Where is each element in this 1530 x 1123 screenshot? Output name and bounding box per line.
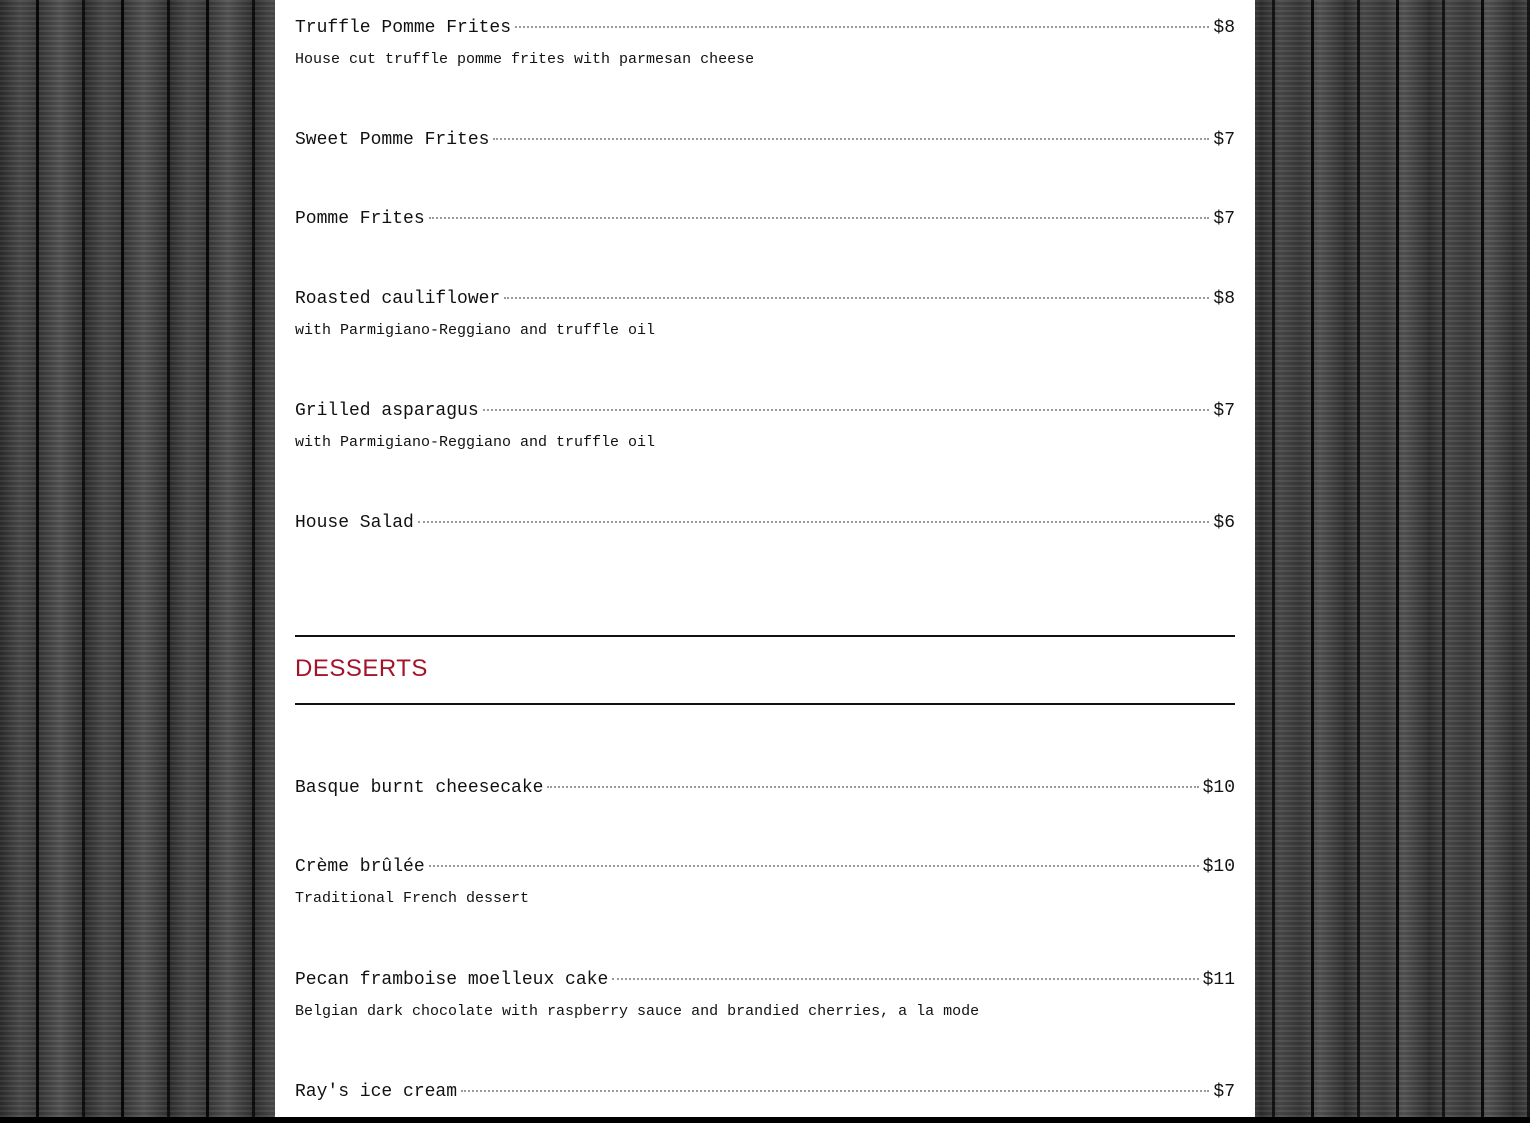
menu-item-rays-ice-cream [295,1080,1235,1104]
menu-item-creme-brulee [295,855,1235,907]
menu-item-grilled-asparagus [295,399,1235,451]
item-price: $11 [1202,970,1235,990]
item-description: with Parmigiano-Reggiano and truffle oil [295,322,656,339]
menu-item-sweet-pomme-frites [295,128,1235,152]
item-price: $7 [1213,209,1235,229]
section-title-desserts: DESSERTS [295,655,428,682]
dot-leader [483,409,1210,411]
item-price: $7 [1213,130,1235,150]
dot-leader [493,138,1209,140]
dot-leader [429,865,1199,867]
item-description: Traditional French dessert [295,890,530,907]
item-name: Roasted cauliflower [295,289,501,309]
item-name: Pomme Frites [295,209,425,229]
menu-item-basque-burnt-cheesecake [295,776,1235,800]
item-price: $8 [1213,289,1235,309]
item-name: Crème brûlée [295,857,425,877]
menu-item-pecan-framboise-moelleux-cake [295,968,1235,1020]
bottom-edge [0,1117,1530,1123]
menu-item-pomme-frites [295,207,1235,231]
item-name: Truffle Pomme Frites [295,18,512,38]
dot-leader [461,1090,1209,1092]
dot-leader [429,217,1210,219]
item-price: $10 [1202,857,1235,877]
menu-panel [275,0,1255,1117]
item-description: Belgian dark chocolate with raspberry sauce and brandied cherries, a la mode [295,1003,980,1020]
item-name: House Salad [295,513,414,533]
menu-item-truffle-pomme-frites [295,16,1235,68]
dot-leader [515,26,1209,28]
item-description: with Parmigiano-Reggiano and truffle oil [295,434,656,451]
item-name: Sweet Pomme Frites [295,130,490,150]
item-price: $6 [1213,513,1235,533]
item-price: $8 [1213,18,1235,38]
dot-leader [612,978,1198,980]
menu-item-house-salad [295,511,1235,535]
section-divider-top [295,635,1235,637]
item-price: $7 [1213,401,1235,421]
item-price: $7 [1213,1082,1235,1102]
item-description: House cut truffle pomme frites with parmesan cheese [295,51,755,68]
item-name: Grilled asparagus [295,401,479,421]
dot-leader [547,786,1198,788]
item-name: Basque burnt cheesecake [295,778,544,798]
item-price: $10 [1202,778,1235,798]
menu-item-roasted-cauliflower [295,287,1235,339]
dot-leader [418,521,1210,523]
item-name: Ray's ice cream [295,1082,458,1102]
item-name: Pecan framboise moelleux cake [295,970,609,990]
section-divider-bottom [295,703,1235,705]
dot-leader [504,297,1209,299]
